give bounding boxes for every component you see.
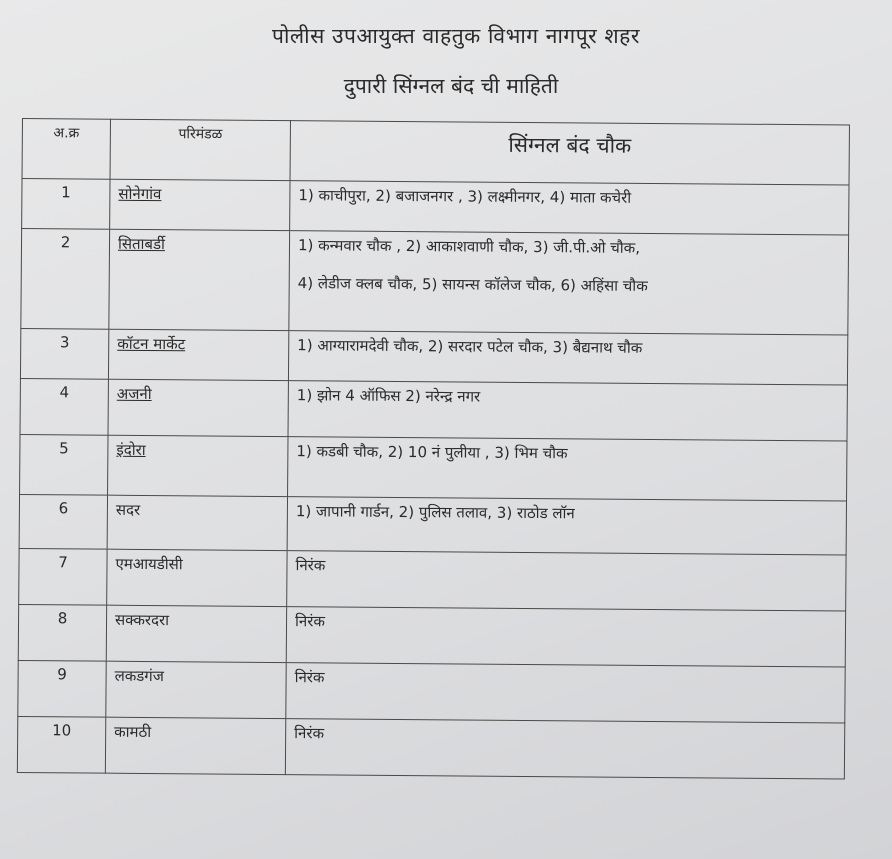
zone-cell	[108, 435, 288, 496]
zone-name: कॉटन मार्केट	[117, 334, 186, 354]
table-row	[20, 328, 847, 384]
document-header	[0, 22, 892, 100]
zone-cell	[105, 717, 285, 774]
zone-name: लकडगंज	[114, 666, 164, 686]
zone-cell	[108, 379, 288, 436]
serial-number: 7	[19, 548, 107, 605]
signal-list-line: 1) आग्यारामदेवी चौक, 2) सरदार पटेल चौक, 3) बैद्यनाथ चौक	[297, 336, 643, 357]
serial-number: 8	[18, 604, 106, 661]
zone-name: इंदोरा	[116, 440, 146, 459]
signal-list-line: 1) झोन 4 ऑफिस 2) नरेन्द्र नगर	[296, 386, 481, 406]
header-zone: परिमंडळ	[110, 119, 290, 180]
signals-cell	[289, 231, 849, 335]
table-row	[18, 604, 845, 666]
zone-cell	[110, 179, 290, 230]
signals-cell	[286, 663, 845, 723]
table-row	[20, 378, 847, 440]
serial-number: 1	[22, 179, 110, 230]
signals-cell	[286, 607, 845, 667]
header-closed-signals: सिंग्नल बंद चौक	[290, 121, 849, 185]
serial-number: 3	[20, 328, 108, 379]
signal-table-sheet	[17, 118, 850, 784]
signal-list-line: निरंक	[294, 668, 325, 687]
office-title: पोलीस उपआयुक्त वाहतुक विभाग नागपूर शहर	[272, 24, 640, 48]
zone-cell	[108, 329, 288, 380]
signals-cell	[287, 497, 846, 555]
table-header-row	[22, 119, 849, 185]
zone-name: सोनेगांव	[118, 184, 162, 204]
serial-number: 9	[18, 660, 106, 717]
signal-list-line: 4) लेडीज क्लब चौक, 5) सायन्स कॉलेज चौक, 6) अहिंसा चौक	[297, 274, 648, 295]
zone-name: सक्करदरा	[114, 610, 170, 630]
zone-name: सदर	[115, 500, 141, 519]
signal-list-line: 1) कन्मवार चौक , 2) आकाशवाणी चौक, 3) जी.पी.ओ चौक,	[297, 236, 641, 257]
signals-cell	[290, 181, 849, 235]
serial-number: 10	[17, 716, 105, 773]
table-row	[19, 548, 846, 610]
signals-cell	[288, 437, 847, 501]
signals-cell	[288, 381, 847, 441]
zone-name: अजनी	[116, 384, 152, 404]
zone-name: कामठी	[114, 722, 152, 742]
zone-cell	[109, 229, 290, 330]
signal-list-line: निरंक	[294, 612, 326, 631]
signal-list-line: 1) काचीपुरा, 2) बजाजनगर , 3) लक्ष्मीनगर, 4) माता कचेरी	[298, 186, 632, 207]
zone-name: सिताबर्डी	[117, 234, 166, 254]
table-row	[21, 229, 849, 335]
zone-name: एमआयडीसी	[115, 554, 183, 574]
zone-cell	[107, 549, 287, 606]
signals-cell	[288, 331, 847, 385]
table-row	[18, 660, 845, 722]
table-row	[19, 494, 846, 554]
signal-list-line: निरंक	[294, 724, 325, 743]
zone-cell	[107, 495, 287, 550]
signal-list-line: 1) जापानी गार्डन, 2) पुलिस तलाव, 3) राठोड लॉन	[295, 502, 575, 523]
header-serial-no: अ.क्र	[22, 119, 110, 180]
document-subtitle: दुपारी सिंग्नल बंद ची माहिती	[343, 74, 559, 98]
table-row	[17, 716, 844, 778]
serial-number: 5	[20, 434, 108, 495]
zone-cell	[106, 661, 286, 718]
signal-closure-table	[17, 118, 850, 779]
serial-number: 2	[21, 229, 110, 330]
table-row	[22, 179, 849, 235]
zone-cell	[106, 605, 286, 662]
signal-list-line: निरंक	[295, 556, 326, 575]
serial-number: 6	[19, 494, 107, 549]
signal-list-line: 1) कडबी चौक, 2) 10 नं पुलीया , 3) भिम चौक	[296, 442, 568, 463]
signals-cell	[287, 551, 846, 611]
serial-number: 4	[20, 378, 108, 435]
table-row	[20, 434, 847, 500]
signals-cell	[285, 719, 844, 779]
